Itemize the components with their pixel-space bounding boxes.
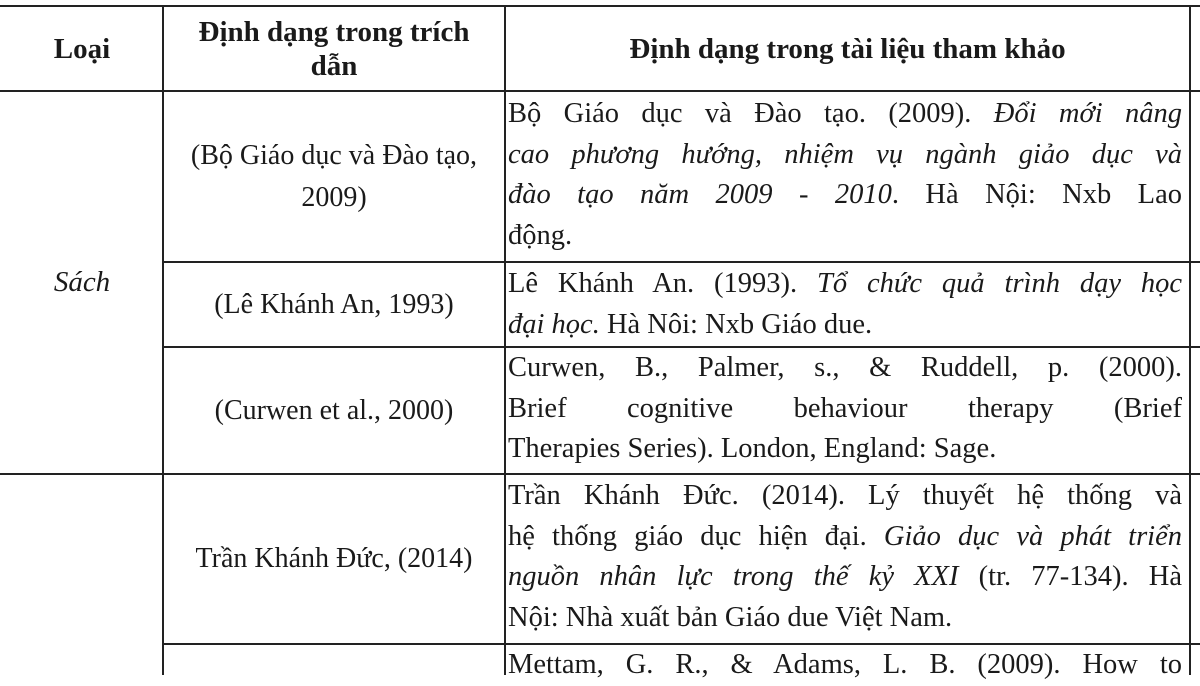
reference-line: [508, 645, 1182, 686]
reference-text: Tổ chức quả trình dạy học: [817, 268, 1183, 299]
header-type: Loại: [53, 32, 111, 65]
reference-text: Therapies Series). London, England: Sage.: [508, 433, 997, 464]
citation-cell: (Curwen et al., 2000): [214, 394, 454, 426]
reference-text: nguồn nhân lực trong thế kỷ XXI: [508, 561, 959, 592]
reference-cell: [508, 645, 1182, 686]
reference-line: [508, 216, 1182, 257]
reference-cell: [508, 476, 1182, 638]
header-citation-format: Định dạng trong trích dẫn: [198, 15, 470, 82]
reference-cell: [508, 94, 1182, 256]
table-right-border: [1189, 5, 1191, 675]
reference-text: Đổi mới nâng: [993, 98, 1182, 129]
type-label: Sách: [53, 266, 111, 298]
header-reference-format: Định dạng trong tài liệu tham khảo: [629, 32, 1066, 65]
reference-text: Mettam, G. R., & Adams, L. B. (2009). How to: [508, 649, 1182, 680]
reference-cell: [508, 348, 1182, 470]
reference-line: [508, 348, 1182, 389]
reference-line: [508, 175, 1182, 216]
reference-text: Brief cognitive behaviour therapy (Brief: [508, 392, 1182, 424]
reference-line: [508, 476, 1182, 517]
reference-text: Giảo dục và phát triển: [883, 520, 1182, 552]
reference-text: Nội: Nhà xuất bản Giáo due Việt Nam.: [508, 601, 953, 633]
column-divider: [504, 5, 506, 675]
reference-line: [508, 517, 1182, 558]
reference-text: cao phương hướng, nhiệm vụ ngành giảo dục và: [508, 138, 1182, 170]
reference-line: [508, 598, 1182, 639]
reference-text: đại học.: [508, 308, 600, 340]
reference-text: đào tạo năm 2009 - 2010: [508, 179, 892, 210]
reference-line: [508, 264, 1182, 305]
reference-line: [508, 557, 1182, 598]
reference-text: . Hà Nội: Nxb Lao: [891, 179, 1182, 210]
reference-text: Lê Khánh An. (1993).: [508, 268, 817, 299]
reference-text: Bộ Giáo dục và Đào tạo. (2009).: [508, 98, 994, 129]
citation-cell: (Lê Khánh An, 1993): [214, 288, 454, 320]
reference-text: hệ thống giáo dục hiện đại.: [508, 520, 884, 552]
reference-cell: [508, 264, 1182, 345]
reference-text: Hà Nôi: Nxb Giáo due.: [599, 308, 873, 340]
reference-line: [508, 305, 1182, 346]
reference-line: [508, 429, 1182, 470]
citation-cell: [166, 645, 502, 675]
citation-cell: (Bộ Giáo dục và Đào tạo, 2009): [190, 139, 478, 213]
reference-text: (tr. 77-134). Hà: [958, 561, 1182, 592]
citation-cell: Trần Khánh Đức, (2014): [195, 543, 473, 574]
reference-line: [508, 135, 1182, 176]
reference-line: [508, 94, 1182, 135]
reference-text: Curwen, B., Palmer, s., & Ruddell, p. (2000).: [508, 352, 1182, 383]
reference-line: [508, 389, 1182, 430]
reference-text: động.: [508, 219, 573, 251]
type-label: [2, 475, 162, 675]
reference-text: Trần Khánh Đức. (2014). Lý thuyết hệ thống và: [508, 480, 1182, 511]
